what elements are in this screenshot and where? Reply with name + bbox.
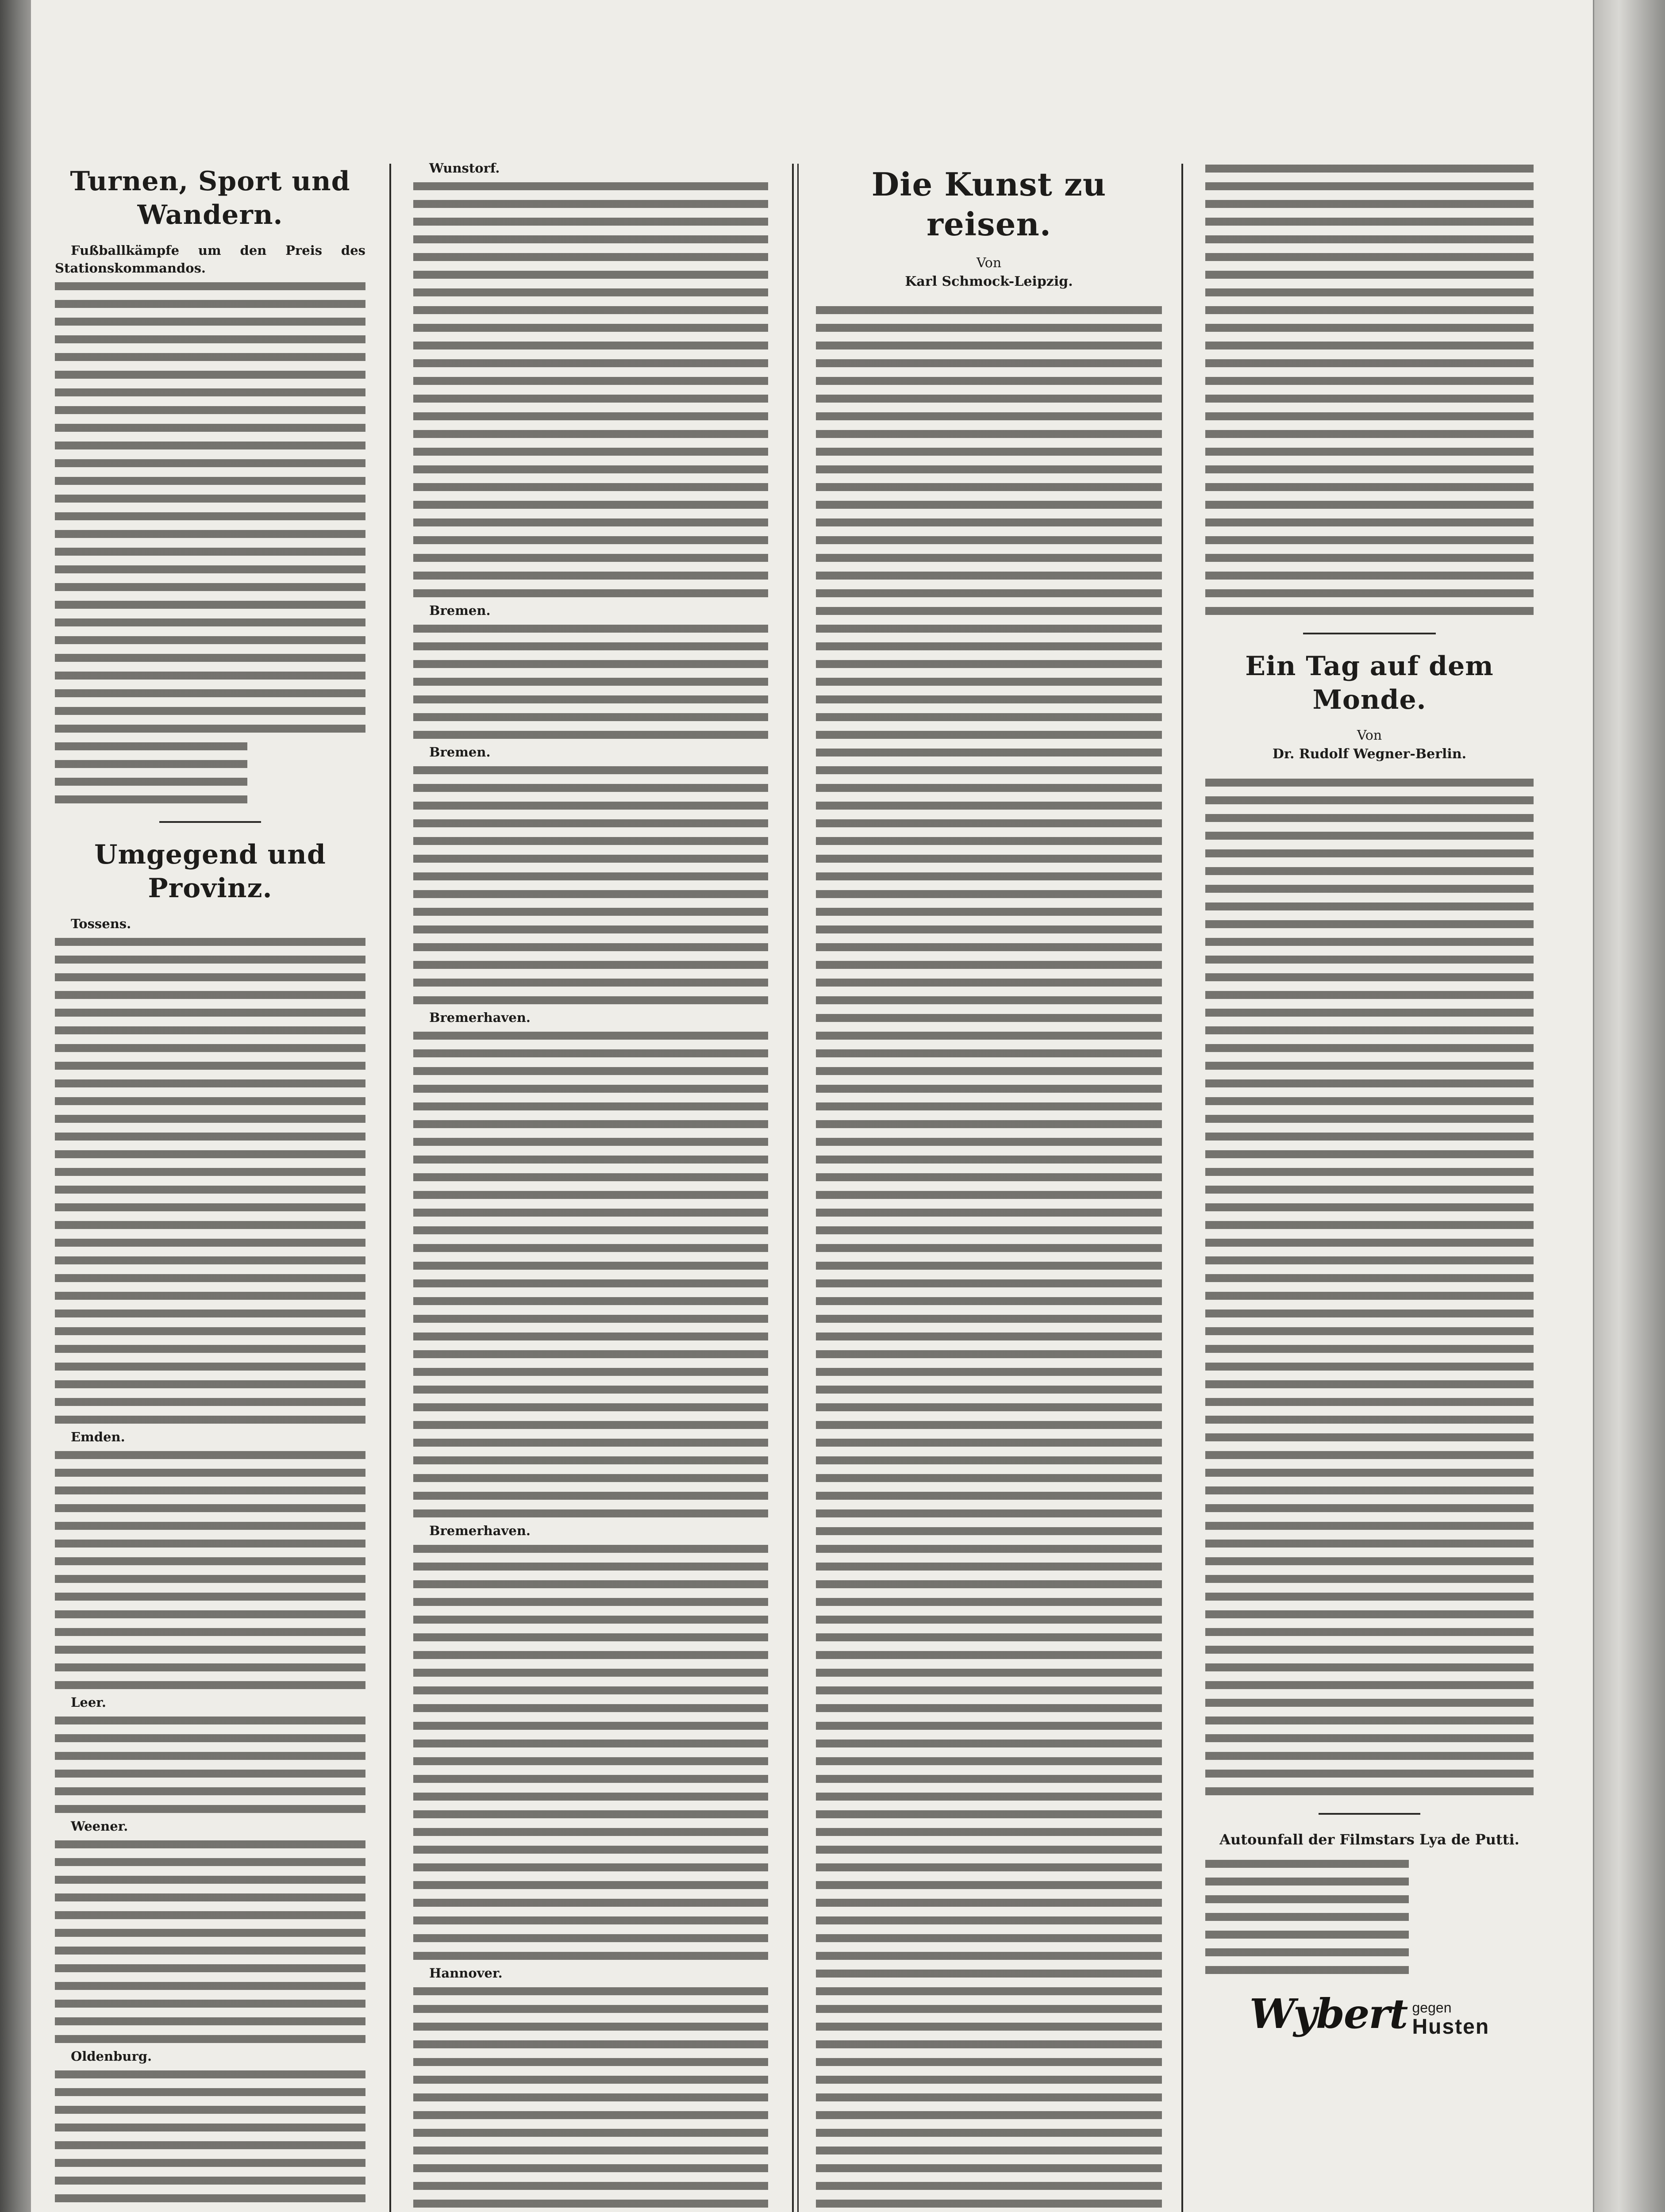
- paragraph-lead: Tossens.: [71, 916, 131, 931]
- text-block: [816, 761, 1162, 1115]
- text-block: [413, 1982, 768, 2212]
- article-paragraph: [55, 1428, 365, 1694]
- byline-von: Von: [976, 255, 1002, 271]
- column-1: [49, 159, 372, 2212]
- paragraph-lead: Wunstorf.: [429, 161, 500, 176]
- paragraph-lead: Bremerhaven.: [429, 1523, 531, 1538]
- scan-edge-left: [0, 0, 31, 2212]
- text-block: [816, 1398, 1162, 1610]
- text-block: [55, 277, 365, 737]
- section-divider: [159, 821, 261, 823]
- article-title: Turnen, Sport und Wandern.: [70, 166, 350, 230]
- article-title: Autounfall der Filmstars Lya de Putti.: [1219, 1831, 1519, 1848]
- byline-author: Karl Schmock-Leipzig.: [905, 274, 1073, 289]
- column-rule: [389, 164, 391, 2212]
- article-title: Ein Tag auf dem Monde.: [1245, 651, 1494, 715]
- byline-von: Von: [1357, 728, 1382, 743]
- article-paragraph: [413, 1009, 768, 1522]
- section-divider: [1319, 1813, 1420, 1815]
- section-divider: [1303, 633, 1436, 634]
- text-block: [816, 1610, 1162, 1929]
- article-paragraph: [55, 2047, 365, 2212]
- article-title: Die Kunst zu reisen.: [871, 165, 1107, 243]
- text-block: [816, 301, 1162, 442]
- ad-word-gegen: gegen: [1412, 2000, 1452, 2016]
- text-block: [413, 619, 768, 743]
- text-block: [816, 442, 1162, 761]
- paragraph-lead: Weener.: [71, 1819, 128, 1834]
- paragraph-lead: Bremerhaven.: [429, 1010, 531, 1025]
- text-block: [413, 761, 768, 1009]
- article-paragraph: [413, 1522, 768, 1964]
- paragraph-lead: Leer.: [71, 1695, 107, 1710]
- byline-author: Dr. Rudolf Wegner-Berlin.: [1272, 746, 1467, 762]
- ad-word-husten: Husten: [1412, 2015, 1490, 2039]
- text-block: [55, 2065, 365, 2212]
- text-block: [1205, 159, 1534, 549]
- text-block: [1205, 1163, 1534, 1623]
- column-rule: [1181, 164, 1183, 2212]
- article-paragraph: [413, 602, 768, 743]
- text-block: [816, 1929, 1162, 2212]
- text-block: [55, 933, 365, 1428]
- text-block: [1205, 549, 1534, 619]
- ad-brand-logo: Wybert: [1249, 1990, 1407, 2038]
- article-paragraph: [55, 1817, 365, 2047]
- article-title: Umgegend und Provinz.: [94, 839, 326, 904]
- scan-edge-right: [1594, 0, 1665, 2212]
- text-block: [1205, 1855, 1409, 1978]
- column-3: [810, 159, 1168, 2212]
- paragraph-lead: Fußballkämpfe um den Preis des Stationskommandos.: [55, 243, 365, 276]
- text-block: [1205, 1623, 1534, 1800]
- paragraph-lead: Emden.: [71, 1429, 125, 1444]
- text-block: [55, 1835, 365, 2047]
- article-region: [55, 838, 365, 2212]
- column-rule-double: [792, 164, 794, 2212]
- paragraph-lead: Bremen.: [429, 603, 491, 618]
- column-2: [407, 159, 774, 2212]
- text-block: [55, 1446, 365, 1694]
- paragraph-lead: Oldenburg.: [71, 2049, 152, 2064]
- article-paragraph: [55, 915, 365, 1428]
- advertisement: [1205, 1992, 1534, 2054]
- text-block: [413, 177, 768, 602]
- paragraph-lead: Hannover.: [429, 1966, 503, 1981]
- text-block: [816, 1115, 1162, 1398]
- article-paragraph: [413, 1964, 768, 2212]
- text-block: [55, 737, 247, 808]
- article-paragraph: [55, 1694, 365, 1817]
- text-block: [413, 1540, 768, 1964]
- text-block: [1205, 773, 1534, 1163]
- text-block: [55, 1711, 365, 1817]
- text-block: [413, 1026, 768, 1522]
- article-paragraph: [413, 159, 768, 602]
- article-paragraph: [413, 743, 768, 1009]
- article-paragraph: [55, 242, 365, 808]
- paragraph-lead: Bremen.: [429, 745, 491, 760]
- article-sport: [55, 165, 365, 808]
- column-4: [1199, 159, 1540, 2212]
